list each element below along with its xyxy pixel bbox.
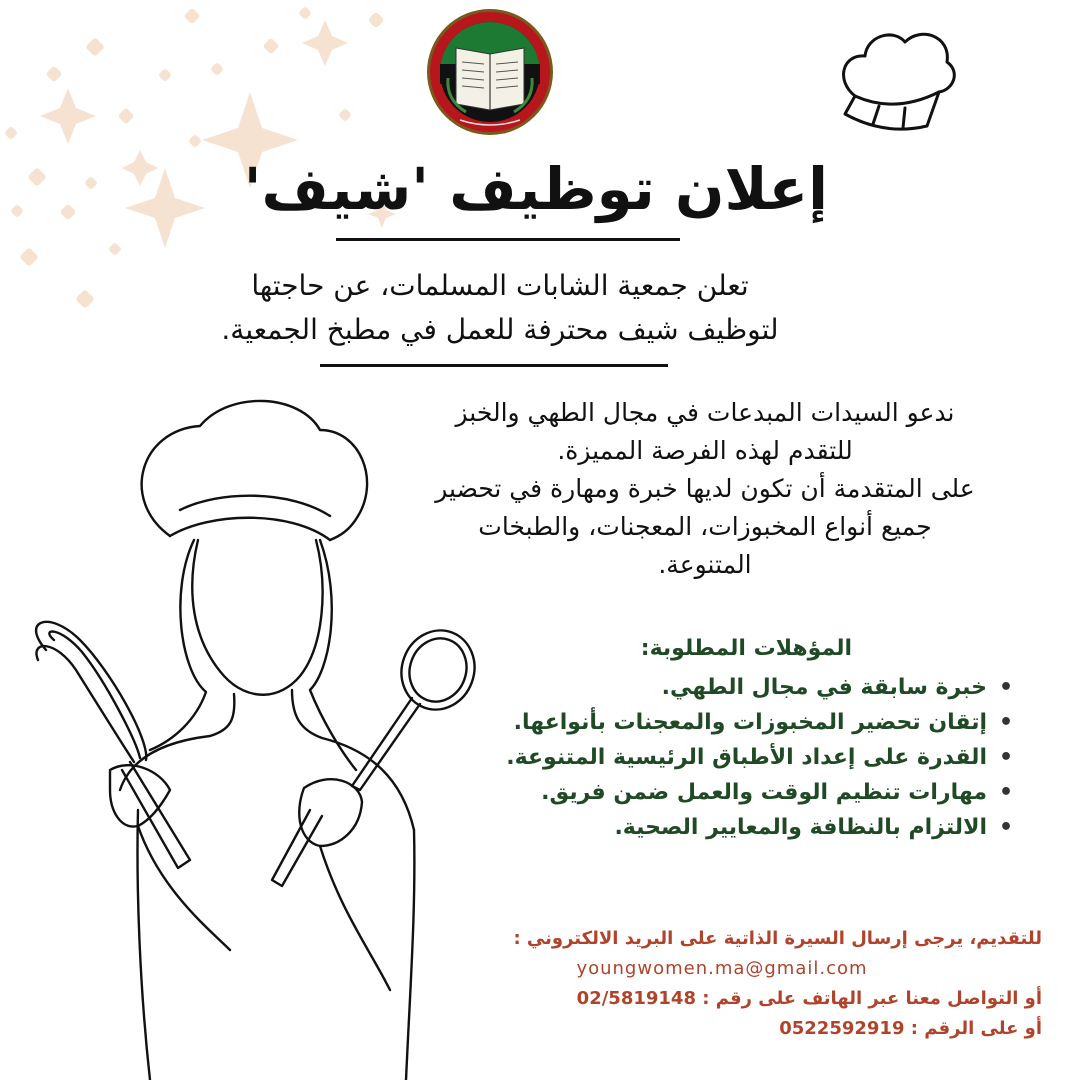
list-item xyxy=(405,740,1025,775)
bullet-icon: • xyxy=(998,745,1014,770)
bullet-icon: • xyxy=(998,780,1014,805)
intro-underline xyxy=(320,364,668,367)
qualifications-heading: المؤهلات المطلوبة: xyxy=(640,636,852,661)
page-title: إعلان توظيف 'شيف' xyxy=(243,155,828,223)
phone-number[interactable]: 02/5819148 xyxy=(576,988,696,1009)
bullet-icon: • xyxy=(998,815,1014,840)
list-item xyxy=(405,775,1025,810)
invite-line: ندعو السيدات المبدعات في مجال الطهي والخبز xyxy=(455,398,955,427)
list-item xyxy=(405,810,1025,845)
invite-line: على المتقدمة أن تكون لديها خبرة ومهارة في تحضير xyxy=(435,474,975,503)
invite-line: للتقدم لهذه الفرصة المميزة. xyxy=(557,436,853,465)
mobile-number[interactable]: 0522592919 xyxy=(779,1018,905,1039)
invite-line: المتنوعة. xyxy=(658,550,752,579)
email-link[interactable]: youngwomen.ma@gmail.com xyxy=(576,958,868,979)
qualification-text: خبرة سابقة في مجال الطهي. xyxy=(661,675,987,700)
phone-label: أو التواصل معنا عبر الهاتف على رقم : xyxy=(702,988,1042,1009)
mobile-row xyxy=(402,1014,1042,1044)
association-seal-icon xyxy=(426,8,554,136)
list-item xyxy=(405,705,1025,740)
qualification-text: القدرة على إعداد الأطباق الرئيسية المتنوعة. xyxy=(506,745,987,770)
invite-line: جميع أنواع المخبوزات، المعجنات، والطبخات xyxy=(478,512,932,541)
qualification-text: مهارات تنظيم الوقت والعمل ضمن فريق. xyxy=(541,780,987,805)
list-item xyxy=(405,670,1025,705)
intro-line: تعلن جمعية الشابات المسلمات، عن حاجتها xyxy=(251,269,749,302)
intro-paragraph xyxy=(150,264,850,352)
contact-instruction: للتقديم، يرجى إرسال السيرة الذاتية على البريد الالكتروني : xyxy=(513,928,1042,949)
mobile-label: أو على الرقم : xyxy=(910,1018,1042,1039)
qualifications-list xyxy=(405,670,1025,845)
title-underline xyxy=(336,238,680,241)
qualification-text: الالتزام بالنظافة والمعايير الصحية. xyxy=(614,815,987,840)
phone-row xyxy=(402,984,1042,1014)
intro-line: لتوظيف شيف محترفة للعمل في مطبخ الجمعية. xyxy=(221,313,779,346)
qualification-text: إتقان تحضير المخبوزات والمعجنات بأنواعها. xyxy=(513,710,987,735)
contact-block xyxy=(402,924,1042,1044)
bullet-icon: • xyxy=(998,710,1014,735)
invitation-paragraph xyxy=(380,394,1030,584)
bullet-icon: • xyxy=(998,675,1014,700)
chef-hat-icon xyxy=(835,18,965,138)
